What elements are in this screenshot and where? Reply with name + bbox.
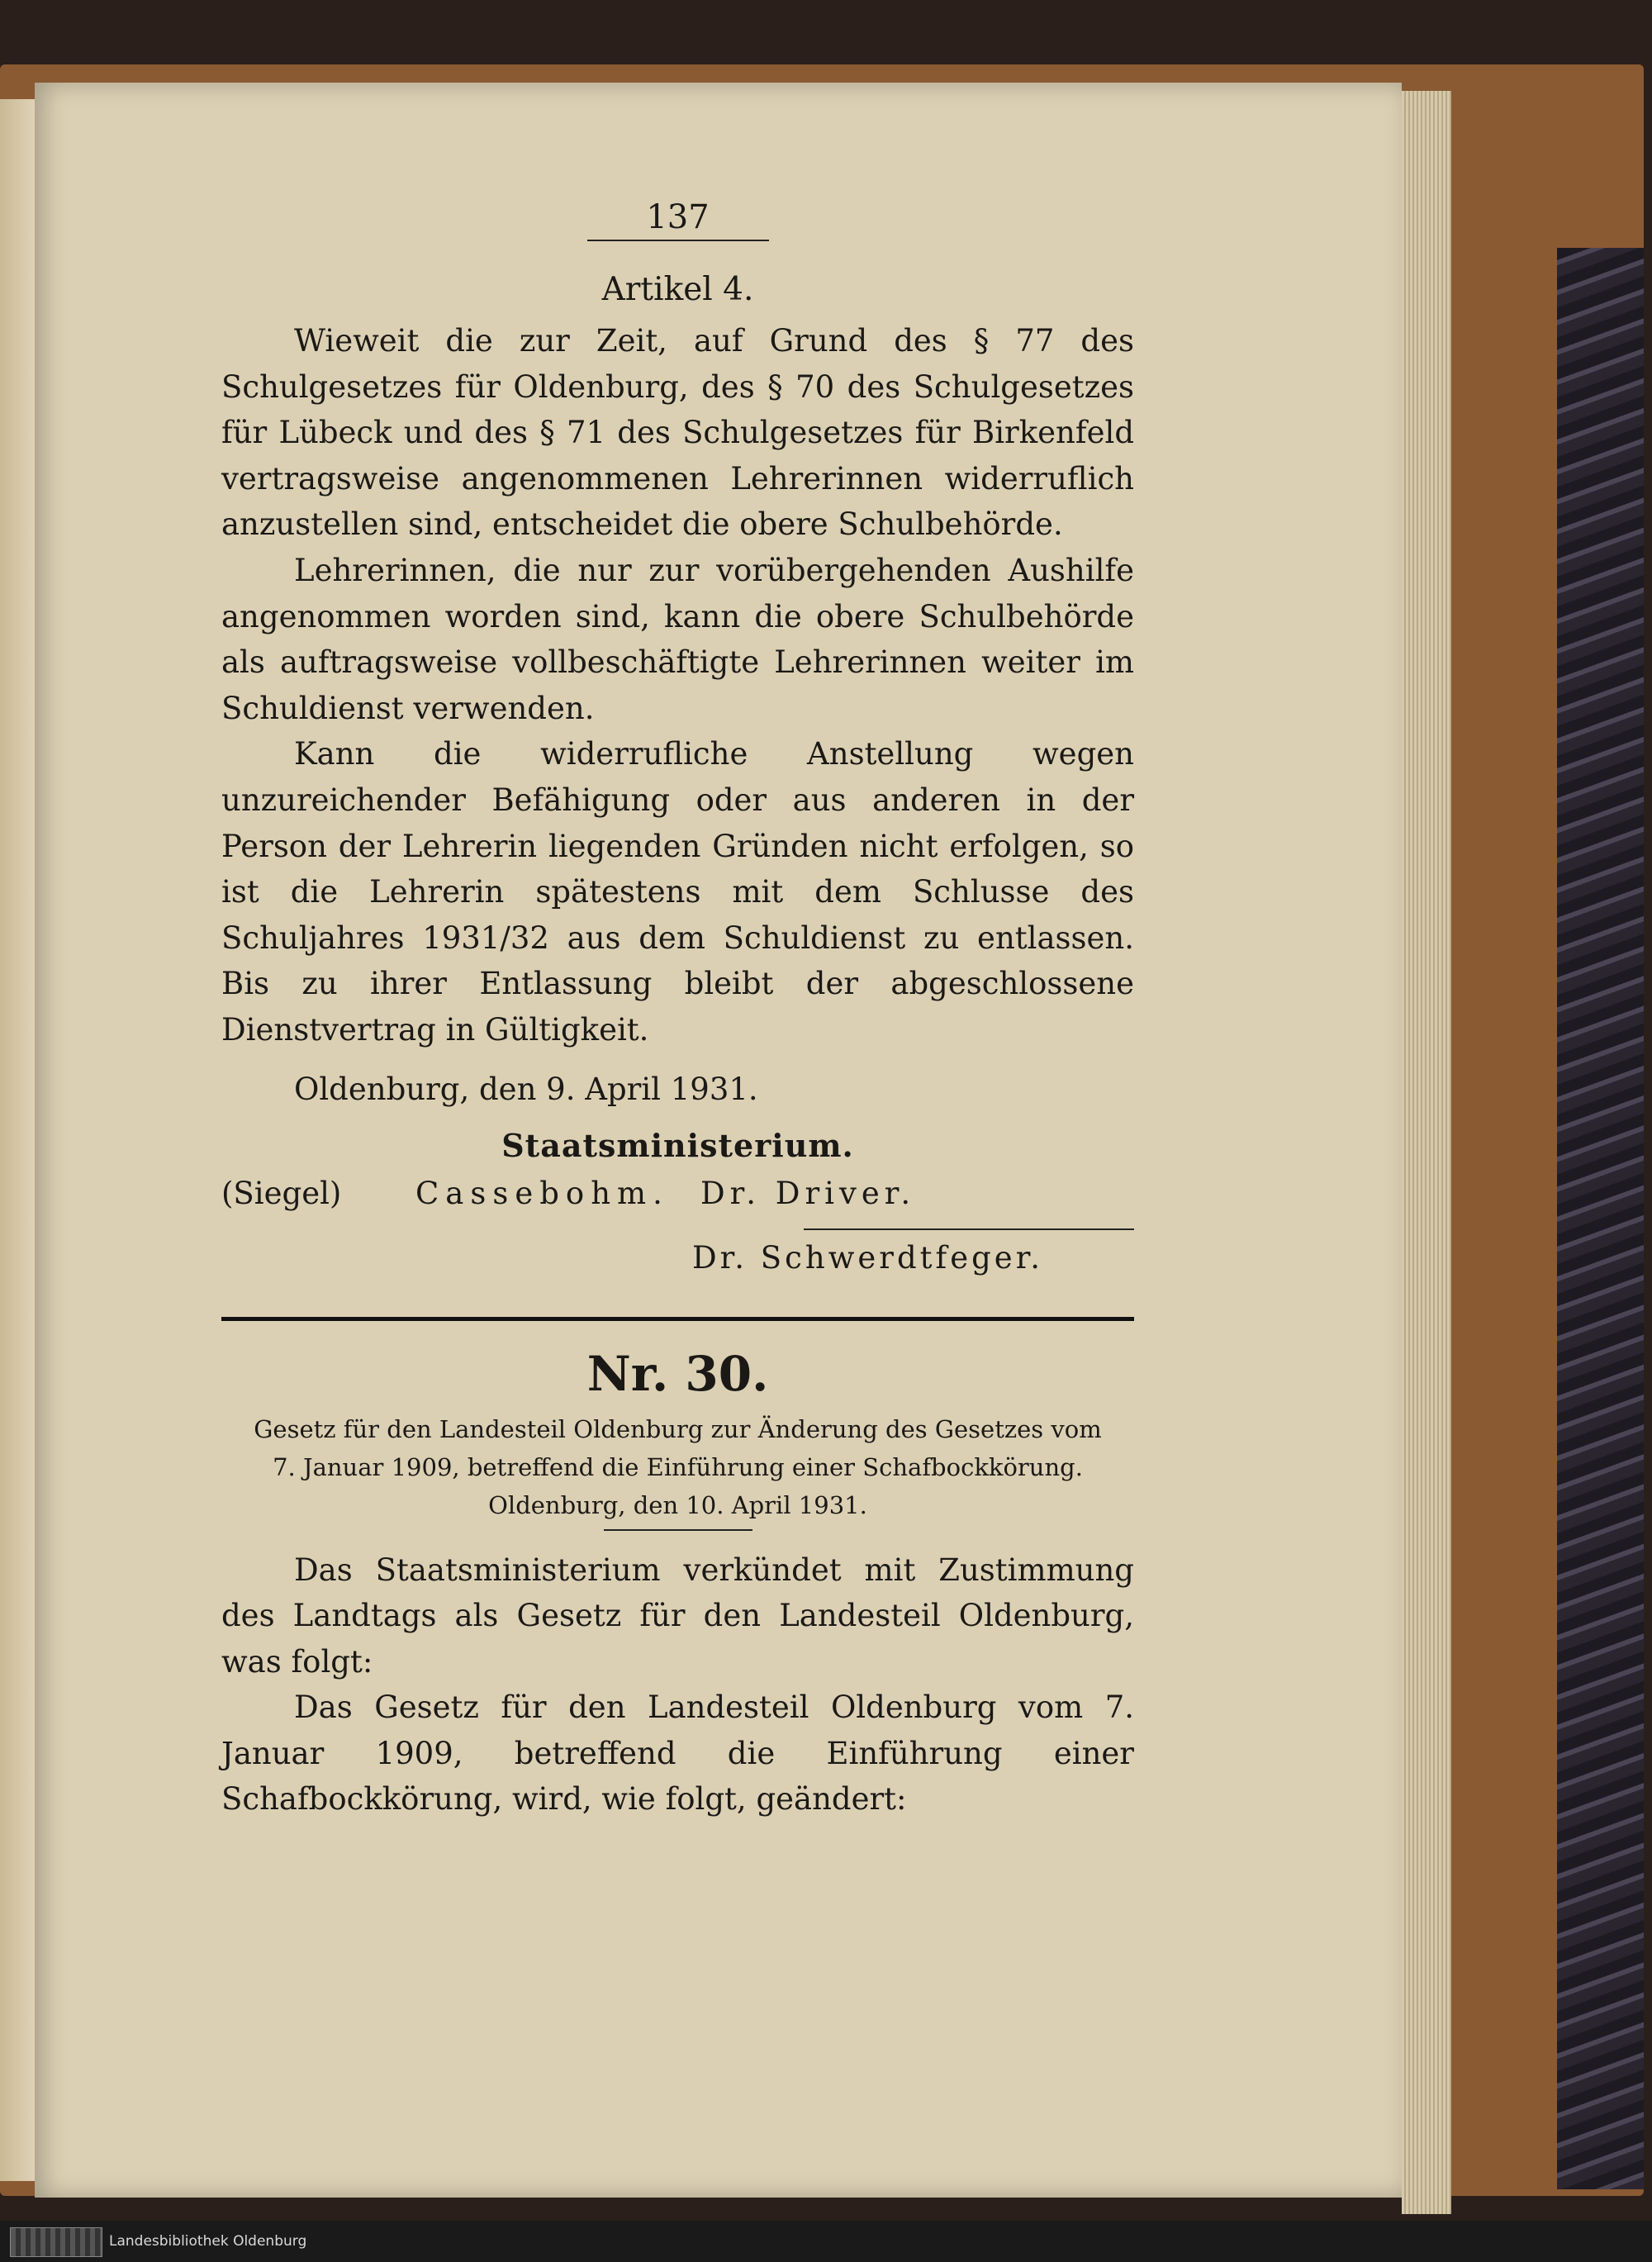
signature-rule [804,1228,1134,1230]
law-title-line: 7. Januar 1909, betreffend die Einführung einer Schafbockkörung. [273,1452,1083,1481]
left-page-edge [0,99,36,2181]
paragraph: Das Staatsministerium verkündet mit Zustimmung des Landtags als Gesetz für den Landesteil Oldenburg, was folgt: [221,1552,1134,1680]
artikel-heading: Artikel 4. [601,271,754,308]
title-rule [604,1529,752,1531]
paragraph: Lehrerinnen, die nur zur vorübergehenden Aushilfe angenommen worden sind, kann die obere Schulbehörde als auftragsweise vollbeschäftigte Lehrerinnen weiter im Schuldienst verwenden. [221,552,1134,726]
footer-bar [0,2221,1652,2262]
paragraph: Kann die widerrufliche Anstellung wegen unzureichender Befähigung oder aus anderen in der Person der Lehrerin liegenden Gründen nicht erfolgen, so ist die Lehrerin spätestens mit dem Schlusse des Schuljahres 1931/32 aus dem Schuldienst zu entlassen. Bis zu ihrer Entlassung bleibt der abgeschlossene Dienstvertrag in Gültigkeit. [221,736,1134,1048]
signature-driver: Dr. Driver. [700,1175,916,1211]
date-line: Oldenburg, den 9. April 1931. [294,1071,758,1107]
number-heading: Nr. 30. [586,1345,769,1402]
page-stack-edge [1402,91,1451,2214]
signature-cassebohm: Cassebohm. [415,1175,669,1211]
seal-label: (Siegel) [221,1175,342,1211]
signature-row [221,1176,1134,1225]
law-title-line: Gesetz für den Landesteil Oldenburg zur Änderung des Gesetzes vom [254,1414,1102,1443]
paragraph: Das Gesetz für den Landesteil Oldenburg vom 7. Januar 1909, betreffend die Einführung einer Schafbockkörung, wird, wie folgt, geändert: [221,1689,1134,1818]
header-rule [587,240,769,241]
marbled-spine [1557,248,1644,2189]
signature-schwerdtfeger: Dr. Schwerdtfeger. [692,1239,1044,1276]
page-number: 137 [646,198,710,236]
paragraph: Wieweit die zur Zeit, auf Grund des § 77 des Schulgesetzes für Oldenburg, des § 70 des Schulgesetzes für Lübeck und des § 71 des Schulgesetzes für Birkenfeld vertragsweise angenommenen Lehrerinnen widerruflich anzustellen sind, entscheidet die obere Schulbehörde. [221,323,1134,543]
page-content [221,198,1134,1822]
section-divider [221,1317,1134,1321]
footer-label: Landesbibliothek Oldenburg [109,2233,307,2250]
law-title-line: Oldenburg, den 10. April 1931. [488,1490,867,1519]
library-logo-icon [10,2227,102,2257]
ministry-heading: Staatsministerium. [501,1126,854,1164]
